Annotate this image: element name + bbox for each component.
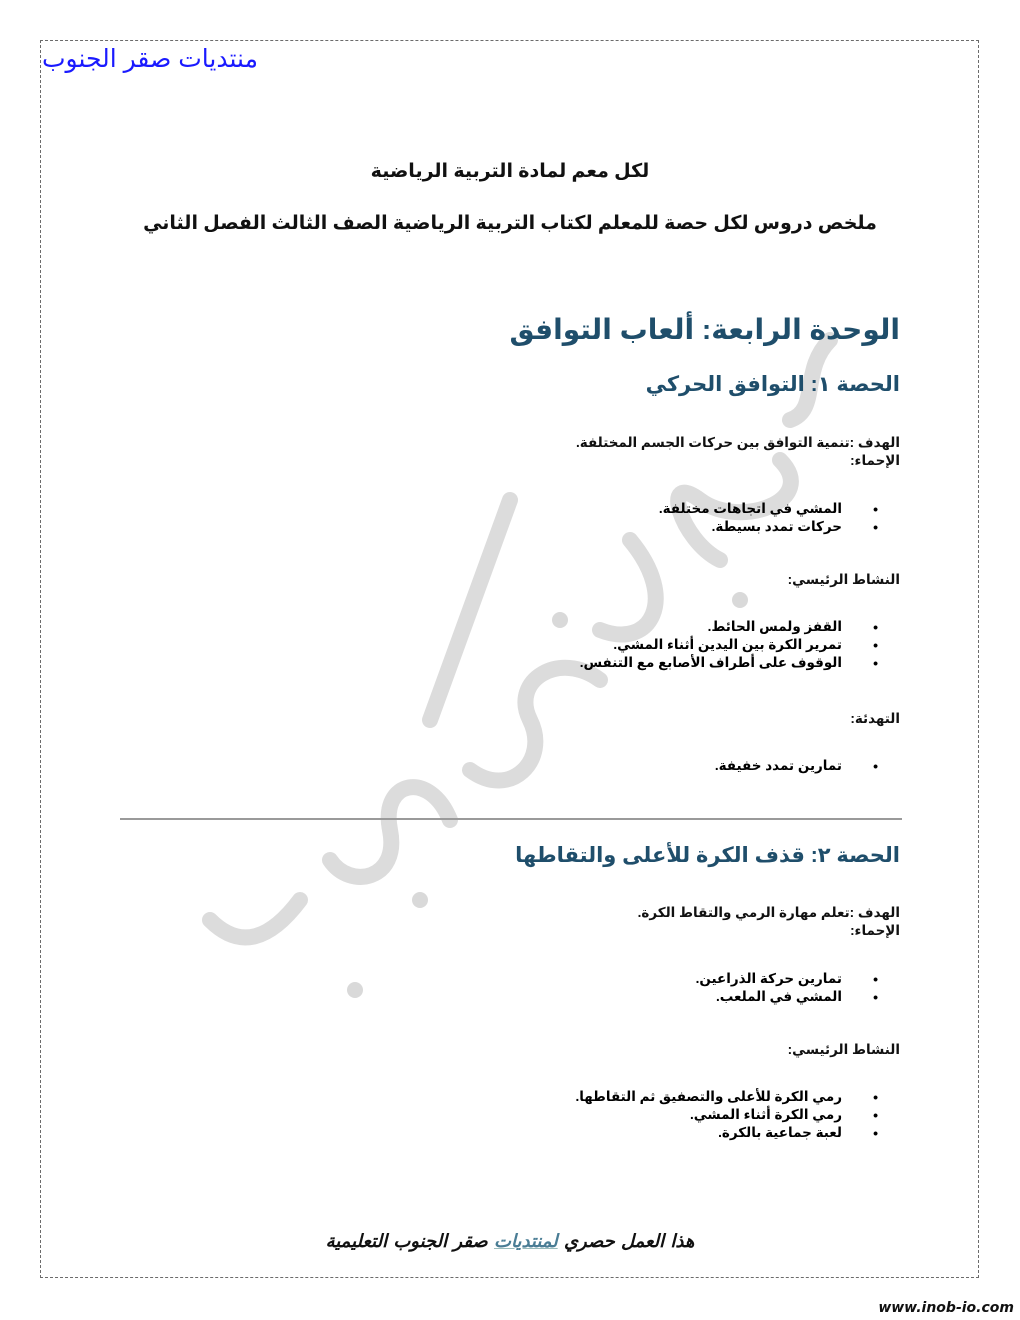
bullet-icon: • [873, 655, 878, 671]
list-item: • رمي الكرة أثناء المشي. [689, 1107, 878, 1123]
intro-line-2: ملخص دروس لكل حصة للمعلم لكتاب التربية الرياضية الصف الثالث الفصل الثاني [143, 213, 877, 234]
lesson-1-warmup-label: الإحماء: [850, 453, 900, 468]
bullet-icon: • [873, 519, 878, 535]
list-item: • تمارين تمدد خفيفة. [714, 758, 878, 774]
footer-credit-part2: صقر الجنوب التعليمية [325, 1231, 488, 1252]
bullet-icon: • [873, 1089, 878, 1105]
site-url: www.inob-io.com [878, 1300, 1014, 1316]
lesson-1-main-list [580, 618, 900, 672]
lesson-1-cooldown-list [715, 757, 900, 775]
footer-credit [0, 1231, 1020, 1252]
lesson-1-cooldown-label: التهدئة: [850, 711, 900, 726]
list-item: • الوقوف على أطراف الأصابع مع التنفس. [579, 655, 878, 671]
list-item: • تمرير الكرة بين اليدين أثناء المشي. [613, 637, 878, 653]
list-item: • المشي في الملعب. [715, 989, 878, 1005]
list-item: • لعبة جماعية بالكرة. [718, 1125, 878, 1141]
list-item: • حركات تمدد بسيطة. [711, 519, 878, 535]
footer-credit-part1: هذا العمل حصري [563, 1231, 695, 1252]
bullet-icon: • [873, 501, 878, 517]
bullet-icon: • [873, 619, 878, 635]
lesson-2-title: الحصة ٢: قذف الكرة للأعلى والتقاطها [515, 844, 900, 867]
bullet-icon: • [873, 758, 878, 774]
bullet-icon: • [873, 1125, 878, 1141]
lesson-2-goal: الهدف :تعلم مهارة الرمي والتقاط الكرة. [637, 905, 900, 920]
intro-line-1: لكل معم لمادة التربية الرياضية [370, 161, 650, 182]
lesson-2-main-label: النشاط الرئيسي: [787, 1042, 900, 1057]
unit-title: الوحدة الرابعة: ألعاب التوافق [509, 314, 900, 345]
lesson-1-warmup-list [659, 500, 900, 536]
lesson-1-title: الحصة ١: التوافق الحركي [645, 373, 900, 396]
footer-forum-link[interactable]: لمنتديات [494, 1231, 558, 1252]
forum-brand-text: منتديات صقر الجنوب [42, 45, 258, 73]
section-divider [120, 818, 902, 820]
bullet-icon: • [873, 1107, 878, 1123]
lesson-1-main-label: النشاط الرئيسي: [787, 572, 900, 587]
lesson-2-warmup-label: الإحماء: [850, 923, 900, 938]
lesson-1-goal: الهدف :تنمية التوافق بين حركات الجسم المختلفة. [576, 435, 900, 450]
bullet-icon: • [873, 637, 878, 653]
list-item: • المشي في اتجاهات مختلفة. [658, 501, 878, 517]
lesson-2-warmup-list [696, 970, 900, 1006]
list-item: • القفز ولمس الحائط. [707, 619, 878, 635]
bullet-icon: • [873, 989, 878, 1005]
bullet-icon: • [873, 971, 878, 987]
list-item: • تمارين حركة الذراعين. [695, 971, 878, 987]
list-item: • رمي الكرة للأعلى والتصفيق ثم التقاطها. [575, 1089, 878, 1105]
lesson-2-main-list [575, 1088, 900, 1142]
